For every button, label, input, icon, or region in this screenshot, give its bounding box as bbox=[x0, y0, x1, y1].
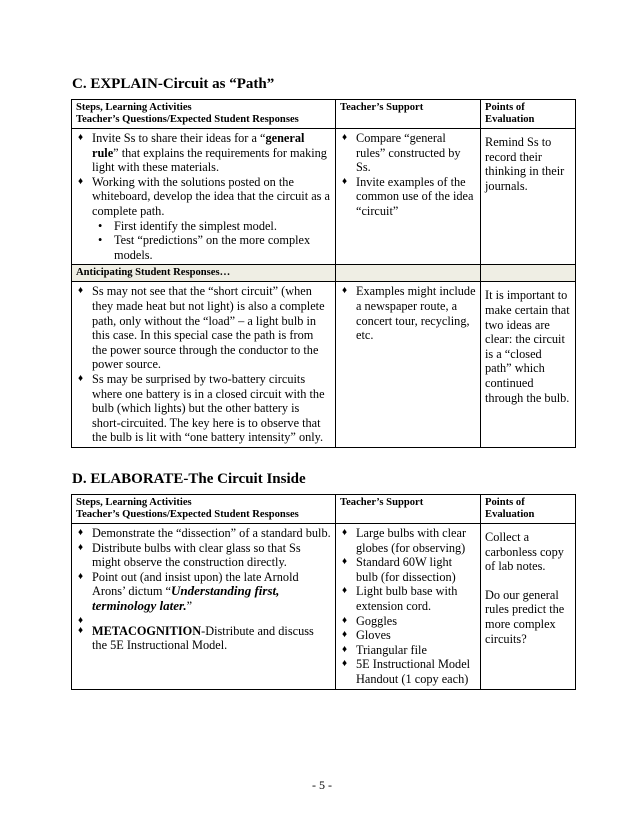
list-item: ♦ Triangular file bbox=[340, 643, 476, 658]
explain-header-activities: Steps, Learning Activities Teacher’s Questions/Expected Student Responses bbox=[72, 100, 336, 129]
list-item: ♦ Invite examples of the common use of the idea “circuit” bbox=[340, 175, 476, 219]
anticipating-label: Anticipating Student Responses… bbox=[72, 265, 336, 282]
elaborate-table bbox=[71, 494, 576, 690]
explain-table bbox=[71, 99, 576, 448]
explain-response-evaluation-cell: It is important to make certain that two ideas are clear: the circuit is a “closed path” which continued through the bulb. bbox=[481, 282, 576, 448]
list-item: ♦ Standard 60W light bulb (for dissection) bbox=[340, 555, 476, 584]
elaborate-activities-cell bbox=[72, 524, 336, 690]
elaborate-activity-row bbox=[72, 524, 576, 690]
list-item: ♦ Ss may be surprised by two-battery circuits where one battery is in a closed circuit with the bulb (which lights) but the other battery is short-circuited. The key here is to observe that the bulb is lit with “one battery intensity” only. bbox=[76, 372, 331, 445]
explain-responses-cell bbox=[72, 282, 336, 448]
explain-activity-row bbox=[72, 129, 576, 265]
list-item: ♦ Working with the solutions posted on the whiteboard, develop the idea that the circuit as a complete path. • First identify the simplest model. • Test “predictions” on the more complex models. bbox=[76, 175, 331, 263]
list-item: ♦ Light bulb base with extension cord. bbox=[340, 584, 476, 613]
list-item: ♦ Ss may not see that the “short circuit” (when they made heat but not light) is also a complete path, only without the “load” – a light bulb in this case. In this special case the path is from the power source through the conductor to the power source. bbox=[76, 284, 331, 372]
explain-header-support: Teacher’s Support bbox=[336, 100, 481, 129]
elaborate-header-activities: Steps, Learning Activities Teacher’s Questions/Expected Student Responses bbox=[72, 495, 336, 524]
list-item: ♦ Invite Ss to share their ideas for a “general rule” that explains the requirements for making light with these materials. bbox=[76, 131, 331, 175]
elaborate-header-row bbox=[72, 495, 576, 524]
list-item: ♦ Point out (and insist upon) the late Arnold Arons’ dictum “Understanding first, terminology later.” bbox=[76, 570, 331, 614]
list-item: ♦ Demonstrate the “dissection” of a standard bulb. bbox=[76, 526, 331, 541]
sub-list-item: • Test “predictions” on the more complex models. bbox=[98, 233, 331, 262]
explain-response-row bbox=[72, 282, 576, 448]
sub-list-item: • First identify the simplest model. bbox=[98, 219, 331, 234]
elaborate-header-support: Teacher’s Support bbox=[336, 495, 481, 524]
list-item: ♦ 5E Instructional Model Handout (1 copy each) bbox=[340, 657, 476, 686]
list-item: ♦ Goggles bbox=[340, 614, 476, 629]
list-item: ♦ Examples might include a newspaper route, a concert tour, recycling, etc. bbox=[340, 284, 476, 342]
list-item: ♦ METACOGNITION-Distribute and discuss the 5E Instructional Model. bbox=[76, 624, 331, 653]
list-item: ♦ Large bulbs with clear globes (for observing) bbox=[340, 526, 476, 555]
explain-response-support-cell bbox=[336, 282, 481, 448]
list-item: ♦ Compare “general rules” constructed by Ss. bbox=[340, 131, 476, 175]
anticipating-row bbox=[72, 265, 576, 282]
list-item: ♦ Gloves bbox=[340, 628, 476, 643]
explain-header-evaluation: Points of Evaluation bbox=[481, 100, 576, 129]
explain-section-title: C. EXPLAIN-Circuit as “Path” bbox=[72, 76, 275, 92]
elaborate-header-evaluation: Points of Evaluation bbox=[481, 495, 576, 524]
elaborate-section-title: D. ELABORATE-The Circuit Inside bbox=[72, 471, 306, 487]
explain-header-row bbox=[72, 100, 576, 129]
explain-evaluation-cell: Remind Ss to record their thinking in their journals. bbox=[481, 129, 576, 265]
elaborate-evaluation-cell: Collect a carbonless copy of lab notes. Do our general rules predict the more complex circuits? bbox=[481, 524, 576, 690]
elaborate-support-cell bbox=[336, 524, 481, 690]
explain-support-cell bbox=[336, 129, 481, 265]
list-item: ♦ Distribute bulbs with clear glass so that Ss might observe the construction directly. bbox=[76, 541, 331, 570]
page-number: - 5 - bbox=[312, 778, 332, 792]
explain-activities-cell bbox=[72, 129, 336, 265]
